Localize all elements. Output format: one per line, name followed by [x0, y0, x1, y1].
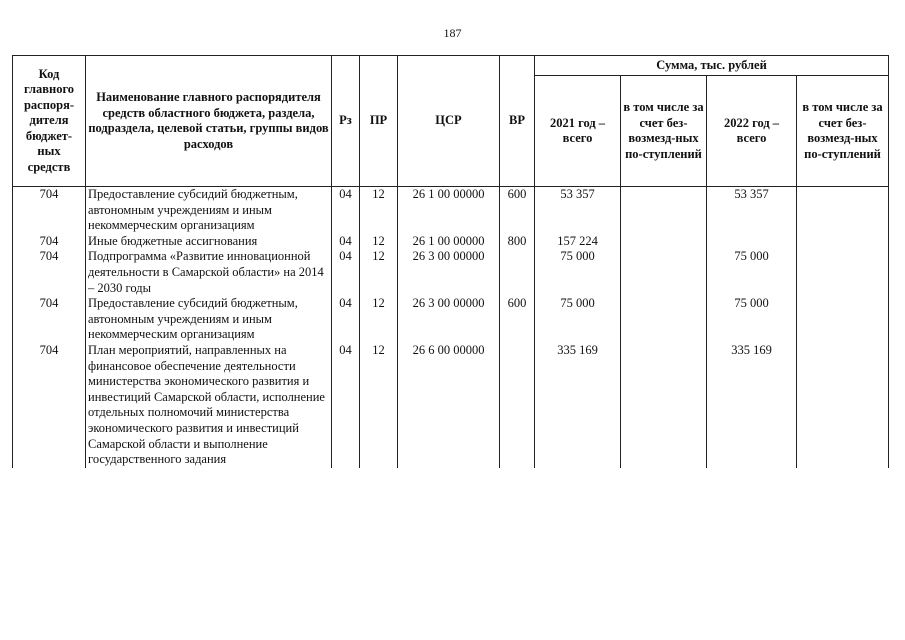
table-row: [13, 296, 889, 343]
table-row: [13, 234, 889, 250]
header-rz: Рз: [332, 56, 360, 187]
cell-vr: [500, 249, 535, 296]
cell-name: Предоставление субсидий бюджетным, автономным учреждениям и иным некоммерческим организациям: [86, 187, 332, 234]
cell-rz: 04: [332, 343, 360, 468]
header-name: Наименование главного распорядителя средств областного бюджета, раздела, подраздела, целевой статьи, группы видов расходов: [86, 56, 332, 187]
cell-2022-free: [797, 296, 889, 343]
cell-rz: 04: [332, 296, 360, 343]
header-sum: Сумма, тыс. рублей: [535, 56, 889, 76]
table-row: [13, 249, 889, 296]
header-csr: ЦСР: [398, 56, 500, 187]
cell-rz: 04: [332, 234, 360, 250]
cell-code: 704: [13, 234, 86, 250]
cell-csr: 26 1 00 00000: [398, 187, 500, 234]
cell-csr: 26 3 00 00000: [398, 296, 500, 343]
cell-2021-total: 75 000: [535, 249, 621, 296]
cell-2021-free: [621, 249, 707, 296]
cell-2022-total: 335 169: [707, 343, 797, 468]
cell-vr: 600: [500, 187, 535, 234]
cell-pr: 12: [360, 343, 398, 468]
cell-csr: 26 6 00 00000: [398, 343, 500, 468]
cell-csr: 26 3 00 00000: [398, 249, 500, 296]
cell-2021-free: [621, 187, 707, 234]
cell-rz: 04: [332, 187, 360, 234]
header-2021-free: в том числе за счет без-возмезд-ных по-ступлений: [621, 76, 707, 187]
cell-2022-total: 75 000: [707, 296, 797, 343]
header-code: Код главного распоря-дителя бюджет-ных средств: [13, 56, 86, 187]
cell-2022-free: [797, 187, 889, 234]
cell-pr: 12: [360, 249, 398, 296]
cell-code: 704: [13, 187, 86, 234]
cell-name: План мероприятий, направленных на финансовое обеспечение деятельности министерства экономического развития и инвестиций Самарской области, исполнение отдельных полномочий министерства экономического развития и инвестиций Самарской области и выполнение государственного задания: [86, 343, 332, 468]
cell-pr: 12: [360, 296, 398, 343]
cell-2021-total: 335 169: [535, 343, 621, 468]
page-number: 187: [443, 26, 462, 40]
cell-pr: 12: [360, 234, 398, 250]
table-row: [13, 343, 889, 468]
header-pr: ПР: [360, 56, 398, 187]
cell-code: 704: [13, 296, 86, 343]
header-2022-total: 2022 год – всего: [707, 76, 797, 187]
table-row: [13, 187, 889, 234]
cell-2021-free: [621, 343, 707, 468]
budget-table: [12, 55, 889, 468]
table-body: [13, 187, 889, 468]
cell-vr: 800: [500, 234, 535, 250]
cell-name: Иные бюджетные ассигнования: [86, 234, 332, 250]
header-2022-free: в том числе за счет без-возмезд-ных по-ступлений: [797, 76, 889, 187]
cell-2021-total: 53 357: [535, 187, 621, 234]
cell-2021-free: [621, 296, 707, 343]
cell-2021-free: [621, 234, 707, 250]
cell-vr: 600: [500, 296, 535, 343]
cell-name: Подпрограмма «Развитие инновационной деятельности в Самарской области» на 2014 – 2030 годы: [86, 249, 332, 296]
cell-csr: 26 1 00 00000: [398, 234, 500, 250]
cell-2022-total: 75 000: [707, 249, 797, 296]
cell-code: 704: [13, 343, 86, 468]
header-vr: ВР: [500, 56, 535, 187]
cell-2022-free: [797, 234, 889, 250]
cell-rz: 04: [332, 249, 360, 296]
cell-2022-total: 53 357: [707, 187, 797, 234]
cell-pr: 12: [360, 187, 398, 234]
cell-2021-total: 157 224: [535, 234, 621, 250]
cell-2022-free: [797, 249, 889, 296]
cell-2022-free: [797, 343, 889, 468]
cell-name: Предоставление субсидий бюджетным, автономным учреждениям и иным некоммерческим организациям: [86, 296, 332, 343]
cell-2022-total: [707, 234, 797, 250]
cell-code: 704: [13, 249, 86, 296]
cell-vr: [500, 343, 535, 468]
table-header: [13, 56, 889, 187]
cell-2021-total: 75 000: [535, 296, 621, 343]
header-2021-total: 2021 год – всего: [535, 76, 621, 187]
